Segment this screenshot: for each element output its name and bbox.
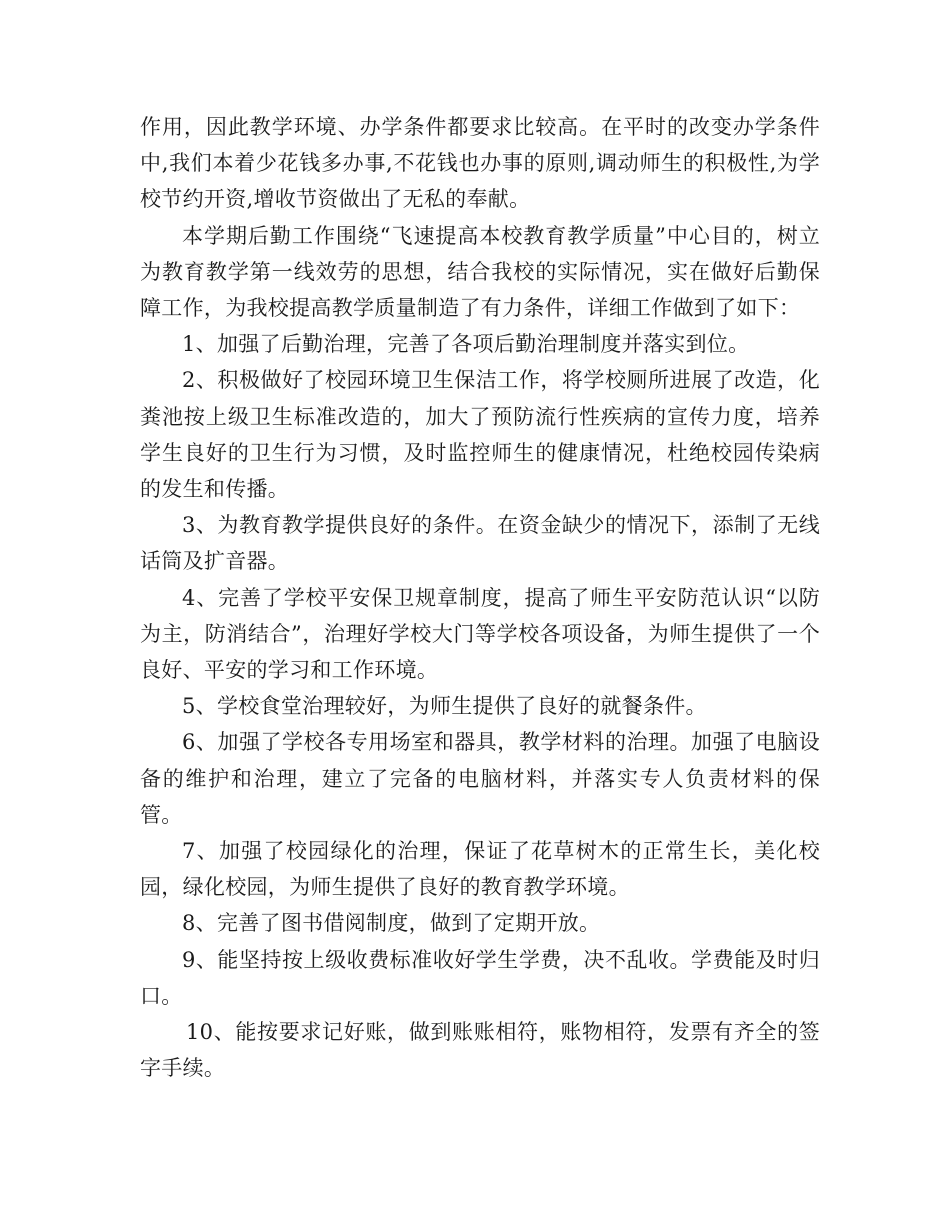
list-item-9: 9、能坚持按上级收费标准收好学生学费，决不乱收。学费能及时归口。 <box>140 947 820 1008</box>
list-item-8: 8、完善了图书借阅制度，做到了定期开放。 <box>182 911 601 936</box>
list-item-10: 10、能按要求记好账，做到账账相符，账物相符，发票有齐全的签字手续。 <box>140 1020 820 1081</box>
paragraph-continuation: 作用，因此教学环境、办学条件都要求比较高。在平时的改变办学条件中,我们本着少花钱多办事,不花钱也办事的原则,调动师生的积极性,为学校节约开资,增收节资做出了无私的奉献。 <box>140 115 820 212</box>
list-item-3: 3、为教育教学提供良好的条件。在资金缺少的情况下，添制了无线话筒及扩音器。 <box>140 513 820 574</box>
list-item-5: 5、学校食堂治理较好，为师生提供了良好的就餐条件。 <box>182 694 707 719</box>
list-item-1: 1、加强了后勤治理，完善了各项后勤治理制度并落实到位。 <box>182 332 750 357</box>
list-item-7: 7、加强了校园绿化的治理，保证了花草树木的正常生长，美化校园，绿化校园，为师生提供了良好的教育教学环境。 <box>140 839 820 900</box>
paragraph-intro: 本学期后勤工作围绕“飞速提高本校教育教学质量”中心目的，树立为教育教学第一线效劳的思想，结合我校的实际情况，实在做好后勤保障工作，为我校提高教学质量制造了有力条件，详细工作做到了如下： <box>140 223 820 321</box>
list-item-4: 4、完善了学校平安保卫规章制度，提高了师生平安防范认识“以防为主，防消结合”，治理好学校大门等学校各项设备，为师生提供了一个良好、平安的学习和工作环境。 <box>140 585 820 683</box>
list-item-6: 6、加强了学校各专用场室和器具，教学材料的治理。加强了电脑设备的维护和治理，建立了完备的电脑材料，并落实专人负责材料的保管。 <box>140 730 820 827</box>
list-item-2: 2、积极做好了校园环境卫生保洁工作，将学校厕所进展了改造，化粪池按上级卫生标准改造的，加大了预防流行性疾病的宣传力度，培养学生良好的卫生行为习惯，及时监控师生的健康情况，杜绝校园传染病的发生和传播。 <box>140 368 820 502</box>
